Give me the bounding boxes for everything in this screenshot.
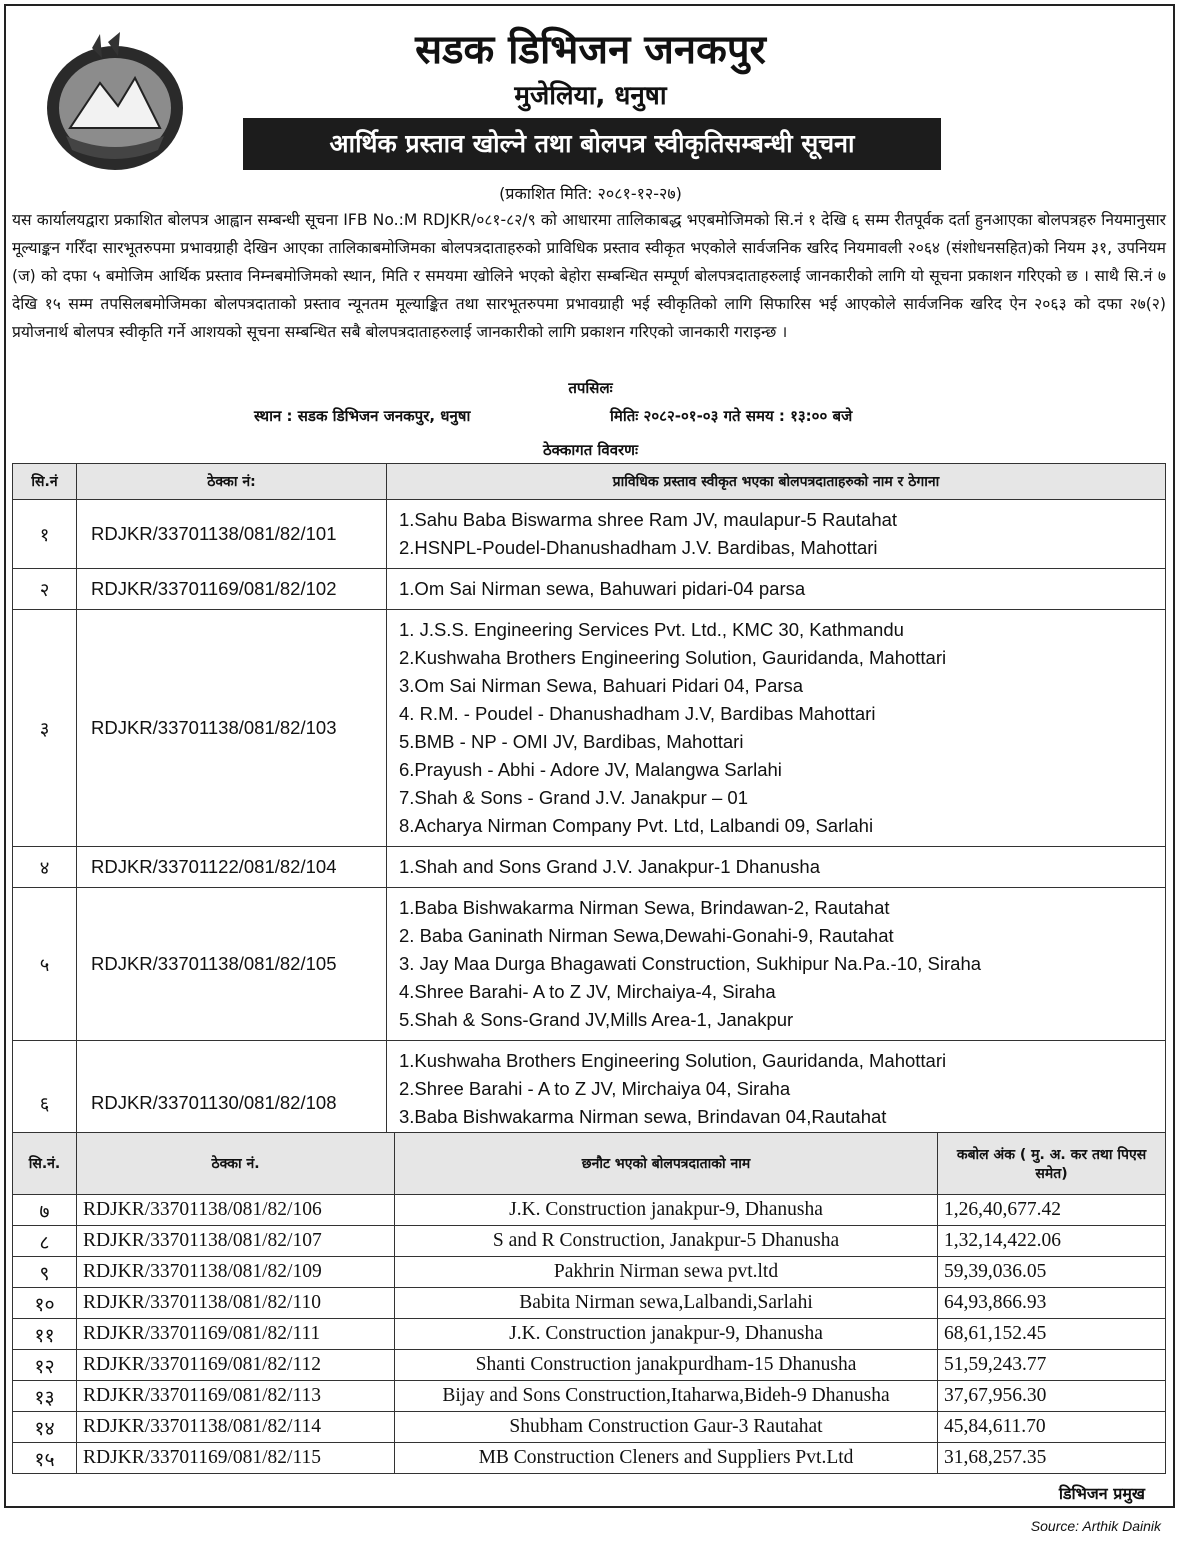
bidder-name: 2. Baba Ganinath Nirman Sewa,Dewahi-Gonahi-9, Rautahat <box>399 925 894 946</box>
bidder-list <box>387 569 1166 610</box>
serial-number: ४ <box>13 847 77 888</box>
table-row <box>13 1381 1166 1412</box>
serial-number: १२ <box>13 1350 77 1381</box>
table-row <box>13 1319 1166 1350</box>
contract-number: RDJKR/33701138/081/82/106 <box>77 1195 395 1226</box>
contract-number: RDJKR/33701138/081/82/103 <box>77 610 387 847</box>
contract-number: RDJKR/33701138/081/82/105 <box>77 888 387 1041</box>
bidder-name: 2.Shree Barahi - A to Z JV, Mirchaiya 04, Siraha <box>399 1078 791 1099</box>
contract-number: RDJKR/33701169/081/82/113 <box>77 1381 395 1412</box>
technical-table-body <box>13 500 1166 1166</box>
contract-number: RDJKR/33701122/081/82/104 <box>77 847 387 888</box>
bidder-name: 1.Sahu Baba Biswarma shree Ram JV, maulapur-5 Rautahat <box>399 509 898 530</box>
column-header-bidder: छनौट भएको बोलपत्रदाताको नाम <box>395 1133 938 1195</box>
serial-number: १ <box>13 500 77 569</box>
table-row <box>13 1350 1166 1381</box>
technical-proposal-table <box>12 463 1166 1166</box>
notice-body: यस कार्यालयद्वारा प्रकाशित बोलपत्र आह्वान सम्बन्धी सूचना IFB No.:M RDJKR/०८१-८२/९ को आधारमा तालिकाबद्ध भएबमोजिमको सि.नं १ देखि ६ सम्म रीतपूर्वक दर्ता हुनआएका बोलपत्रहरु नियमानुसार मूल्याङ्कन गरिँदा सारभूतरुपमा प्रभावग्राही देखिन आएका तालिकाबमोजिमका बोलपत्रदाताहरुको प्राविधिक प्रस्ताव स्वीकृत भएकोले सार्वजनिक खरिद नियमावली २०६४ (संशोधनसहित)को नियम ३१, उपनियम (ज) को दफा ५ बमोजिम आर्थिक प्रस्ताव निम्नबमोजिमको स्थान, मिति र समयमा खोलिने भएको बेहोरा सम्बन्धित सम्पूर्ण बोलपत्रदाताहरुलाई जानकारीको लागि यो सूचना प्रकाशन गरिएको छ । साथै सि.नं ७ देखि १५ सम्म तपसिलबमोजिमका बोलपत्रदाताको प्रस्ताव न्यूनतम मूल्याङ्कित तथा सारभूतरुपमा प्रभावग्राही भई स्वीकृतिको लागि सिफारिस भई आएकोले सार्वजनिक खरिद ऐन २०६३ को दफा २७(२) प्रयोजनार्थ बोलपत्र स्वीकृति गर्ने आशयको सूचना सम्बन्धित सबै बोलपत्रदाताहरुलाई जानकारीको लागि प्रकाशन गरिएको जानकारी गराइन्छ । <box>12 211 1167 341</box>
selected-bidder: Bijay and Sons Construction,Itaharwa,Bideh-9 Dhanusha <box>395 1381 938 1412</box>
award-intent-table <box>12 1132 1166 1474</box>
bidder-name: 8.Acharya Nirman Company Pvt. Ltd, Lalbandi 09, Sarlahi <box>399 815 874 836</box>
selected-bidder: S and R Construction, Janakpur-5 Dhanusha <box>395 1226 938 1257</box>
table-row <box>13 1257 1166 1288</box>
table-row <box>13 1226 1166 1257</box>
bidder-name: 5.BMB - NP - OMI JV, Bardibas, Mahottari <box>399 731 744 752</box>
table-row <box>13 847 1166 888</box>
contract-number: RDJKR/33701169/081/82/112 <box>77 1350 395 1381</box>
bidder-name: 4. R.M. - Poudel - Dhanushadham J.V, Bardibas Mahottari <box>399 703 876 724</box>
serial-number: ९ <box>13 1257 77 1288</box>
serial-number: २ <box>13 569 77 610</box>
bid-amount: 68,61,152.45 <box>938 1319 1166 1350</box>
published-date: (प्रकाशित मिति: २०८१-१२-२७) <box>499 184 682 203</box>
selected-bidder: Babita Nirman sewa,Lalbandi,Sarlahi <box>395 1288 938 1319</box>
column-header-contract: ठेक्का नं. <box>77 1133 395 1195</box>
bidder-name: 2.Kushwaha Brothers Engineering Solution, Gauridanda, Mahottari <box>399 647 947 668</box>
selected-bidder: Shanti Construction janakpurdham-15 Dhanusha <box>395 1350 938 1381</box>
office-name: सडक डिभिजन जनकपुर <box>415 27 766 73</box>
bid-amount: 51,59,243.77 <box>938 1350 1166 1381</box>
bid-amount: 37,67,956.30 <box>938 1381 1166 1412</box>
bidder-list <box>387 847 1166 888</box>
bidder-list <box>387 888 1166 1041</box>
column-header-bidders: प्राविधिक प्रस्ताव स्वीकृत भएका बोलपत्रदाताहरुको नाम र ठेगाना <box>387 464 1166 500</box>
contract-number: RDJKR/33701138/081/82/107 <box>77 1226 395 1257</box>
bidder-name: 3.Baba Bishwakarma Nirman sewa, Brindavan 04,Rautahat <box>399 1106 887 1127</box>
contract-number: RDJKR/33701138/081/82/101 <box>77 500 387 569</box>
opening-datetime: मितिः २०८२-०१-०३ गते समय : १३:०० बजे <box>610 407 853 425</box>
contract-number: RDJKR/33701169/081/82/111 <box>77 1319 395 1350</box>
bidder-name: 1.Baba Bishwakarma Nirman Sewa, Brindawan-2, Rautahat <box>399 897 890 918</box>
bidder-name: 5.Shah & Sons-Grand JV,Mills Area-1, Janakpur <box>399 1009 794 1030</box>
bid-amount: 59,39,036.05 <box>938 1257 1166 1288</box>
serial-number: १३ <box>13 1381 77 1412</box>
serial-number: १० <box>13 1288 77 1319</box>
bidder-name: 1.Kushwaha Brothers Engineering Solution, Gauridanda, Mahottari <box>399 1050 947 1071</box>
table-row <box>13 1412 1166 1443</box>
column-header-sn: सि.नं. <box>13 1133 77 1195</box>
table-row <box>13 610 1166 847</box>
schedule-heading: तपसिलः <box>568 379 613 397</box>
serial-number: ६ <box>13 1041 77 1166</box>
bidder-list <box>387 610 1166 847</box>
contract-number: RDJKR/33701130/081/82/108 <box>77 1041 387 1166</box>
bid-amount: 64,93,866.93 <box>938 1288 1166 1319</box>
selected-bidder: Pakhrin Nirman sewa pvt.ltd <box>395 1257 938 1288</box>
serial-number: १४ <box>13 1412 77 1443</box>
selected-bidder: J.K. Construction janakpur-9, Dhanusha <box>395 1319 938 1350</box>
bid-amount: 1,32,14,422.06 <box>938 1226 1166 1257</box>
opening-venue: स्थान : सडक डिभिजन जनकपुर, धनुषा <box>254 407 471 425</box>
bid-amount: 45,84,611.70 <box>938 1412 1166 1443</box>
serial-number: ७ <box>13 1195 77 1226</box>
serial-number: ५ <box>13 888 77 1041</box>
bid-amount: 31,68,257.35 <box>938 1443 1166 1474</box>
table-header-row <box>13 1133 1166 1195</box>
selected-bidder: MB Construction Cleners and Suppliers Pvt.Ltd <box>395 1443 938 1474</box>
contract-details-caption: ठेक्कागत विवरणः <box>542 441 639 459</box>
serial-number: ३ <box>13 610 77 847</box>
selected-bidder: J.K. Construction janakpur-9, Dhanusha <box>395 1195 938 1226</box>
contract-number: RDJKR/33701169/081/82/102 <box>77 569 387 610</box>
bidder-name: 7.Shah & Sons - Grand J.V. Janakpur – 01 <box>399 787 748 808</box>
bidder-name: 3.Om Sai Nirman Sewa, Bahuari Pidari 04, Parsa <box>399 675 804 696</box>
source-credit: Source: Arthik Dainik <box>1030 1518 1161 1534</box>
table-row <box>13 1288 1166 1319</box>
award-table-body <box>13 1195 1166 1474</box>
bidder-name: 1.Shah and Sons Grand J.V. Janakpur-1 Dhanusha <box>399 856 820 877</box>
bidder-name: 1. J.S.S. Engineering Services Pvt. Ltd., KMC 30, Kathmandu <box>399 619 904 640</box>
bidder-name: 1.Om Sai Nirman sewa, Bahuwari pidari-04 parsa <box>399 578 806 599</box>
serial-number: १५ <box>13 1443 77 1474</box>
table-row <box>13 1443 1166 1474</box>
table-row <box>13 500 1166 569</box>
bidder-name: 3. Jay Maa Durga Bhagawati Construction, Sukhipur Na.Pa.-10, Siraha <box>399 953 982 974</box>
contract-number: RDJKR/33701138/081/82/114 <box>77 1412 395 1443</box>
bidder-list <box>387 500 1166 569</box>
office-address: मुजेलिया, धनुषा <box>514 81 667 111</box>
column-header-sn: सि.नं <box>13 464 77 500</box>
bidder-name: 4.Shree Barahi- A to Z JV, Mirchaiya-4, Siraha <box>399 981 776 1002</box>
contract-number: RDJKR/33701138/081/82/109 <box>77 1257 395 1288</box>
serial-number: ८ <box>13 1226 77 1257</box>
bidder-name: 2.HSNPL-Poudel-Dhanushadham J.V. Bardibas, Mahottari <box>399 537 878 558</box>
notice-title-banner: आर्थिक प्रस्ताव खोल्ने तथा बोलपत्र स्वीकृतिसम्बन्धी सूचना <box>243 118 941 170</box>
table-row <box>13 569 1166 610</box>
column-header-contract: ठेक्का नं: <box>77 464 387 500</box>
contract-number: RDJKR/33701169/081/82/115 <box>77 1443 395 1474</box>
table-row <box>13 1195 1166 1226</box>
table-header-row <box>13 464 1166 500</box>
bidder-name: 6.Prayush - Abhi - Adore JV, Malangwa Sarlahi <box>399 759 782 780</box>
selected-bidder: Shubham Construction Gaur-3 Rautahat <box>395 1412 938 1443</box>
table-row <box>13 888 1166 1041</box>
column-header-amount: कबोल अंक ( मु. अ. कर तथा पिएस समेत) <box>938 1133 1166 1195</box>
signature-title: डिभिजन प्रमुख <box>1058 1484 1145 1503</box>
serial-number: ११ <box>13 1319 77 1350</box>
bid-amount: 1,26,40,677.42 <box>938 1195 1166 1226</box>
contract-number: RDJKR/33701138/081/82/110 <box>77 1288 395 1319</box>
